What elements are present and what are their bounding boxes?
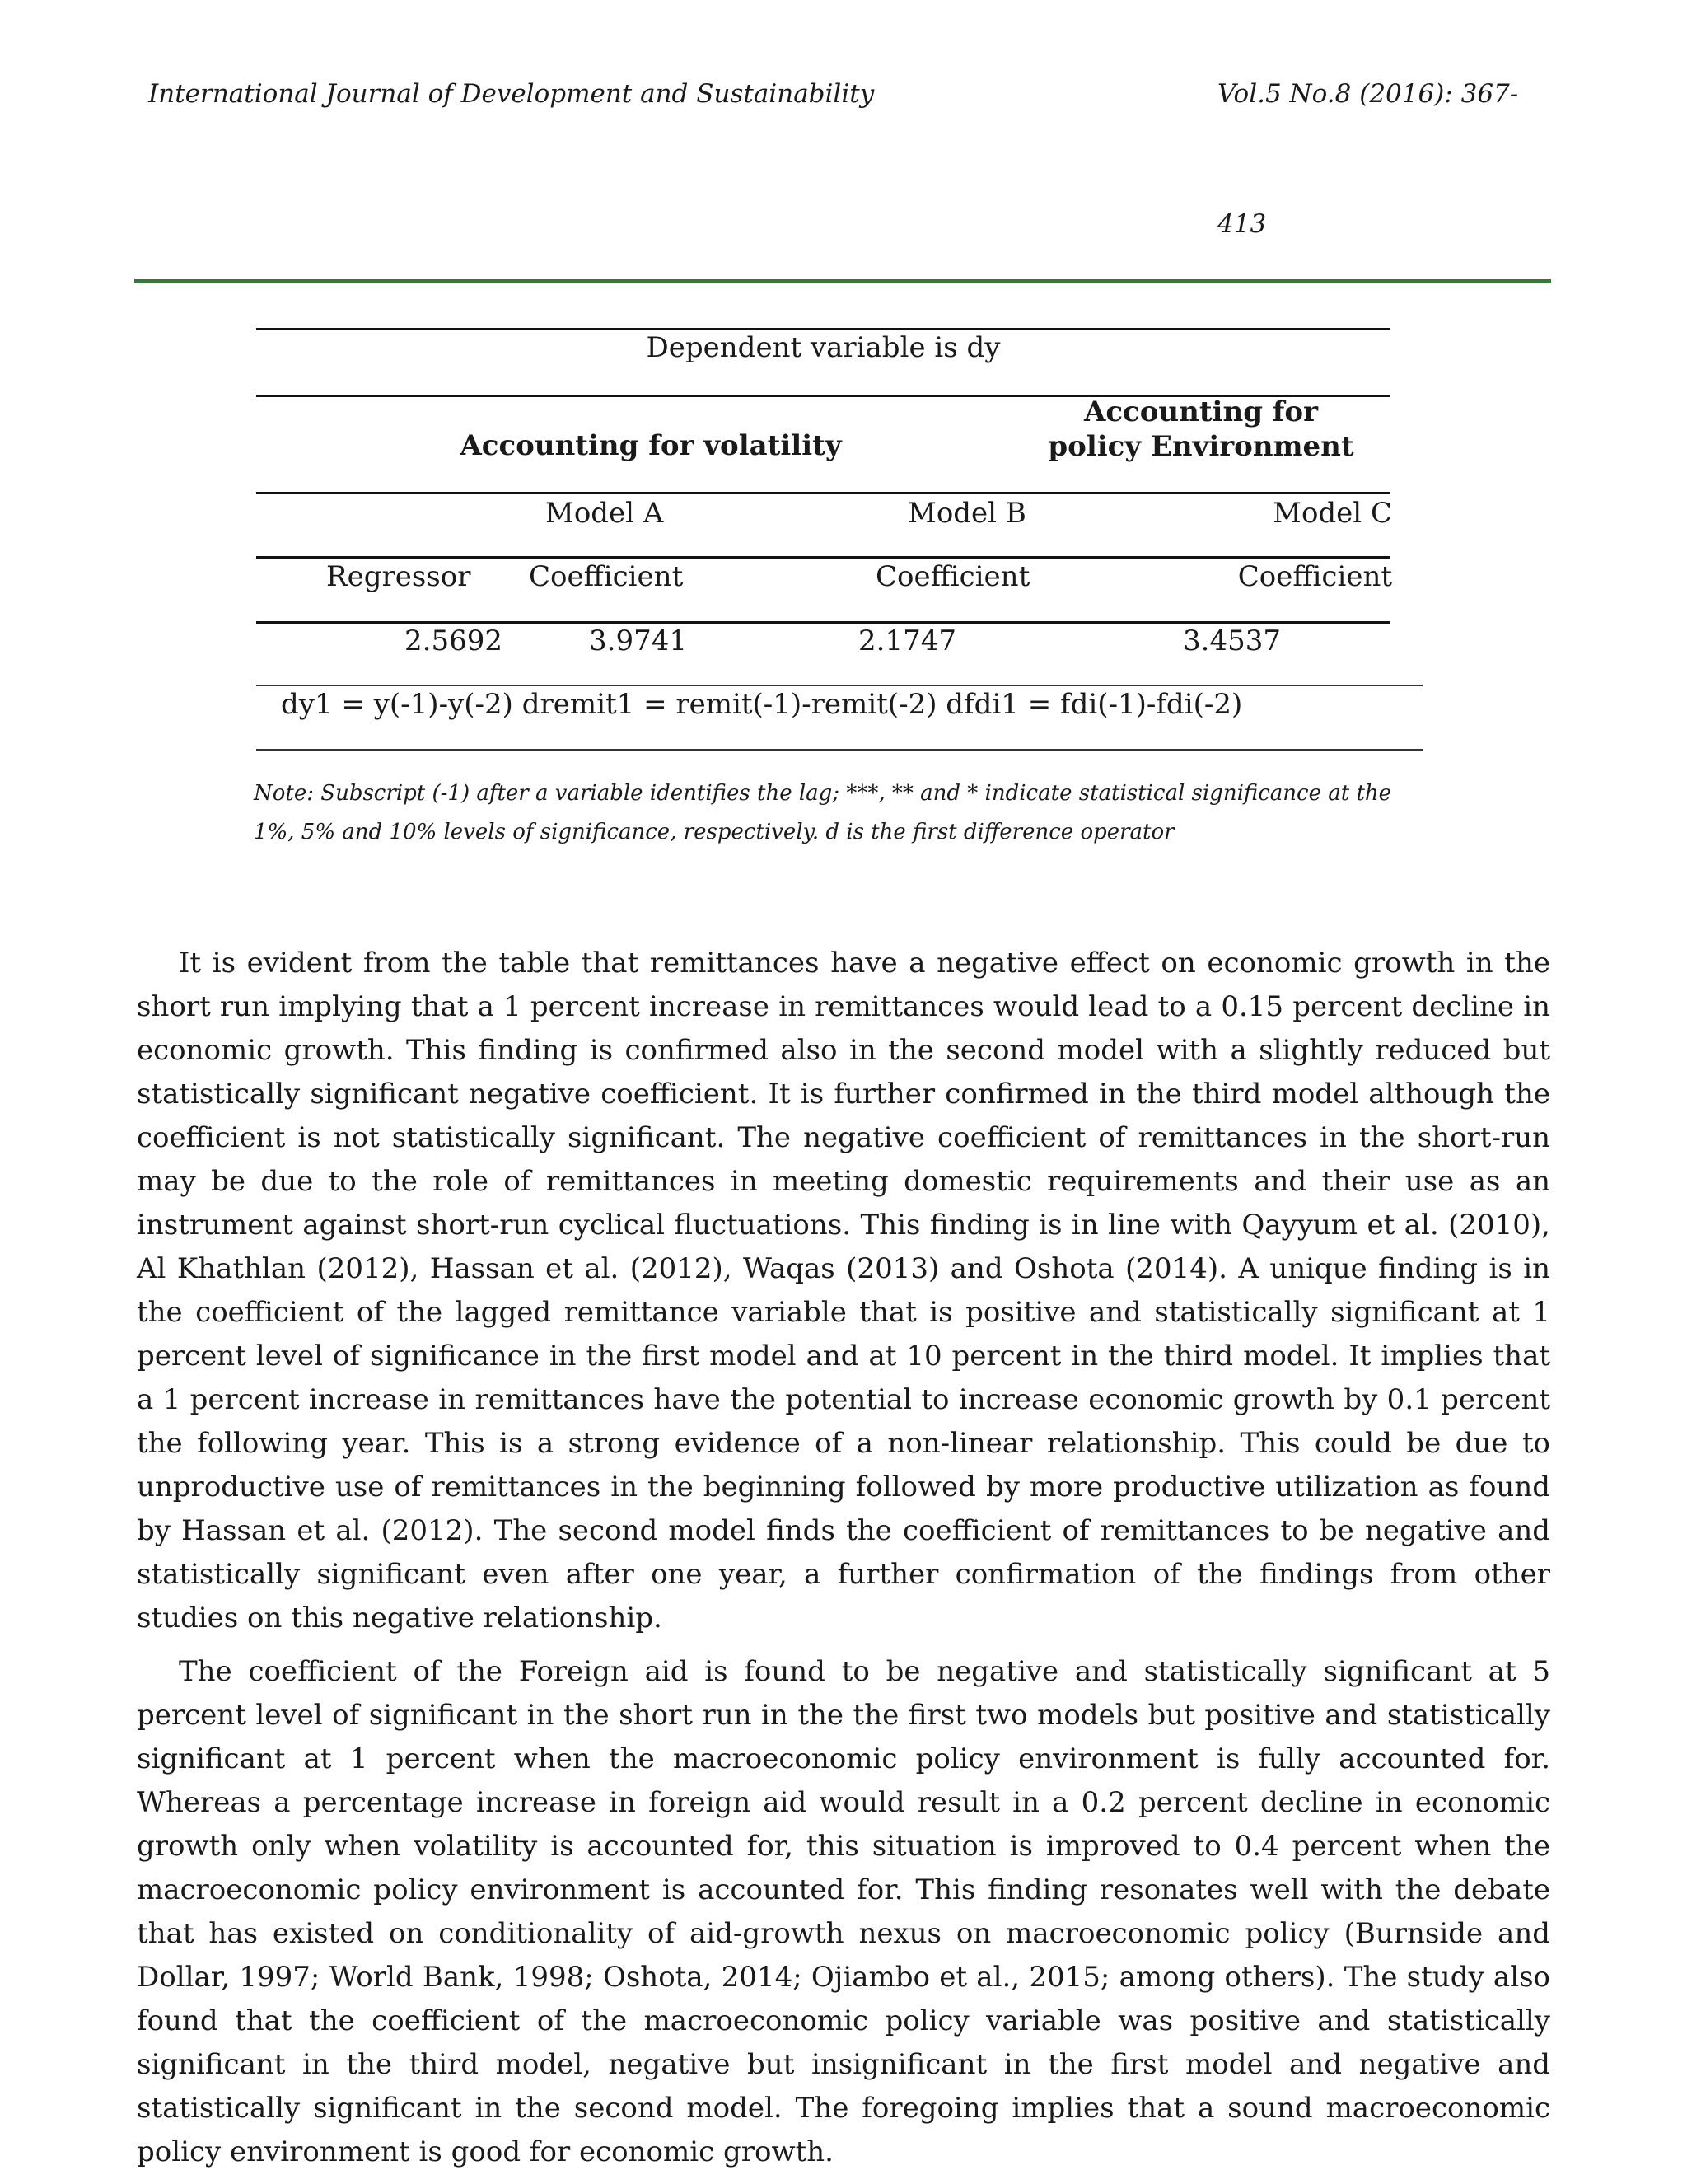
model-b-header: Model B	[908, 497, 1026, 530]
table-cell: 2.5692	[404, 624, 502, 657]
body-text	[137, 942, 1550, 2184]
header-rule	[134, 279, 1551, 283]
dependent-variable-label: Dependent variable is dy	[646, 331, 1001, 364]
volume-info: Vol.5 No.8 (2016): 367-	[1217, 79, 1519, 109]
coefficient-header-b: Coefficient	[876, 560, 1030, 593]
paragraph: It is evident from the table that remittances have a negative effect on economic growth in the short run implying that a 1 percent increase in remittances would lead to a 0.15 percent decline in economic growth. This finding is confirmed also in the second model with a slightly reduced but statistically significant negative coefficient. It is further confirmed in the third model although the coefficient is not statistically significant. The negative coefficient of remittances in the short-run may be due to the role of remittances in meeting domestic requirements and their use as an instrument against short-run cyclical fluctuations. This finding is in line with Qayyum et al. (2010), Al Khathlan (2012), Hassan et al. (2012), Waqas (2013) and Oshota (2014). A unique finding is in the coefficient of the lagged remittance variable that is positive and statistically significant at 1 percent level of significance in the first model and at 10 percent in the third model. It implies that a 1 percent increase in remittances have the potential to increase economic growth by 0.1 percent the following year. This is a strong evidence of a non-linear relationship. This could be due to unproductive use of remittances in the beginning followed by more productive utilization as found by Hassan et al. (2012). The second model finds the coefficient of remittances to be negative and statistically significant even after one year, a further confirmation of the findings from other studies on this negative relationship.	[137, 947, 1550, 1634]
table-rule	[256, 492, 1390, 494]
coefficient-header-a: Coefficient	[529, 560, 684, 593]
table-note: Note: Subscript (-1) after a variable identifies the lag; ***, ** and * indicate statistical significance at the 1%, 5% and 10% levels of significance, respectively. d is the first difference operator	[254, 781, 1392, 844]
group-volatility-header: Accounting for volatility	[460, 429, 842, 462]
model-c-header: Model C	[1273, 497, 1392, 530]
table-top-rule	[256, 328, 1390, 330]
table-rule	[256, 685, 1423, 686]
table-cell: 3.4537	[1183, 624, 1281, 657]
regressor-header: Regressor	[326, 560, 471, 593]
paragraph: The coefficient of the Foreign aid is found to be negative and statistically significant at 5 percent level of significant in the short run in the the first two models but positive and statistically significant at 1 percent when the macroeconomic policy environment is fully accounted for. Whereas a percentage increase in foreign aid would result in a 0.2 percent decline in economic growth only when volatility is accounted for, this situation is improved to 0.4 percent when the macroeconomic policy environment is accounted for. This finding resonates well with the debate that has existed on conditionality of aid-growth nexus on macroeconomic policy (Burnside and Dollar, 1997; World Bank, 1998; Oshota, 2014; Ojiambo et al., 2015; among others). The study also found that the coefficient of the macroeconomic policy variable was positive and statistically significant in the third model, negative but insignificant in the first model and negative and statistically significant in the second model. The foregoing implies that a sound macroeconomic policy environment is good for economic growth.	[137, 1655, 1550, 2168]
table-rule	[256, 556, 1390, 559]
page-range: 413	[1217, 209, 1267, 239]
table-rule	[256, 621, 1390, 624]
coefficient-header-c: Coefficient	[1237, 560, 1392, 593]
table-bottom-rule	[256, 749, 1423, 751]
group-policy-header: Accounting for policy Environment	[1048, 395, 1354, 463]
model-a-header: Model A	[545, 497, 664, 530]
journal-title: International Journal of Development and Sustainability	[148, 79, 875, 109]
variable-definitions: dy1 = y(-1)-y(-2) dremit1 = remit(-1)-remit(-2) dfdi1 = fdi(-1)-fdi(-2)	[281, 688, 1243, 721]
table-cell: 3.9741	[589, 624, 687, 657]
table-cell: 2.1747	[858, 624, 956, 657]
